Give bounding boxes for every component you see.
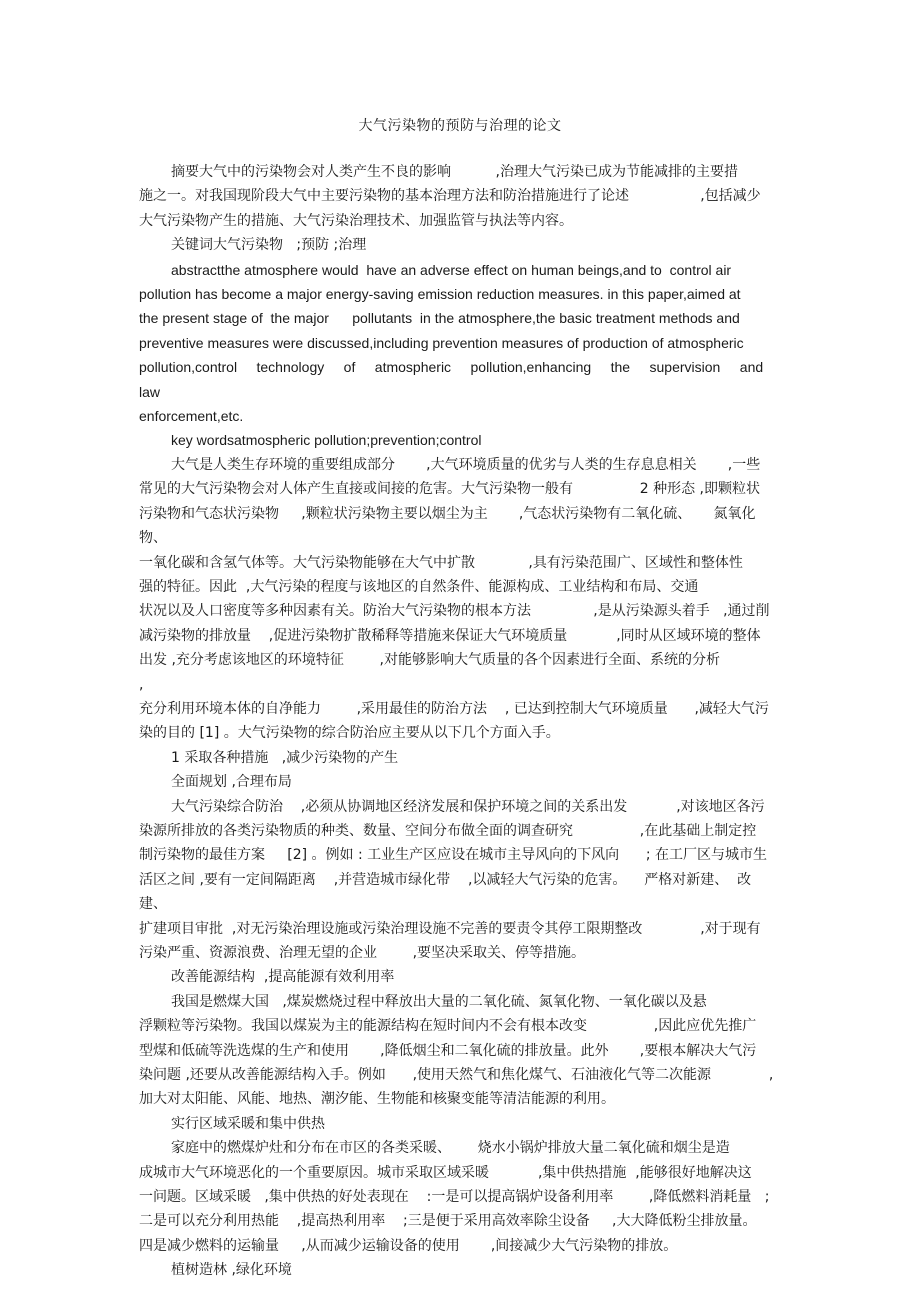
text-line: abstractthe atmosphere would have an adverse effect on human beings,and to control air [171, 261, 732, 278]
document-title: 大气污染物的预防与治理的论文 [358, 118, 562, 134]
text-line: 染的目的 [1] 。大气污染物的综合防治应主要从以下几个方面入手。 [139, 725, 560, 742]
text-line: 染源所排放的各类污染物质的种类、数量、空间分布做全面的调查研究 ,在此基础上制定控 [139, 822, 757, 839]
text-line: 家庭中的燃煤炉灶和分布在市区的各类采暖、 烧水小锅炉排放大量二氧化硫和烟尘是造 [171, 1140, 730, 1157]
text-line: 强的特征。因此 ,大气污染的程度与该地区的自然条件、能源构成、工业结构和布局、交通 [139, 578, 699, 595]
text-line: 充分利用环境本体的自净能力 ,采用最佳的防治方法 , 已达到控制大气环境质量 ,减轻大气污 [139, 700, 769, 717]
text-line: 加大对太阳能、风能、地热、潮汐能、生物能和核聚变能等清洁能源的利用。 [139, 1091, 615, 1108]
text-line: 减污染物的排放量 ,促进污染物扩散稀释等措施来保证大气环境质量 ,同时从区域环境的整体 [139, 627, 761, 644]
document-body [139, 160, 783, 1283]
text-line: 大气污染物产生的措施、大气污染治理技术、加强监管与执法等内容。 [139, 212, 573, 229]
text-line: 全面规划 ,合理布局 [171, 774, 292, 791]
text-line: 活区之间 ,要有一定间隔距离 ,并营造城市绿化带 ,以减轻大气污染的危害。 严格对新建、 改建、 [139, 871, 752, 913]
text-line: 出发 ,充分考虑该地区的环境特征 ,对能够影响大气质量的各个因素进行全面、系统的分析 , [139, 652, 783, 693]
text-line: 扩建项目审批 ,对无污染治理设施或污染治理设施不完善的要责令其停工限期整改 ,对于现有 [139, 920, 761, 937]
text-line: preventive measures were discussed,including prevention measures of production of atmospheric [139, 334, 744, 351]
text-line: 常见的大气污染物会对人体产生直接或间接的危害。大气污染物一般有 2 种形态 ,即颗粒状 [139, 481, 761, 498]
text-line: 污染严重、资源浪费、治理无望的企业 ,要坚决采取关、停等措施。 [139, 945, 586, 961]
text-line: 大气污染综合防治 ,必须从协调地区经济发展和保护环境之间的关系出发 ,对该地区各污 [171, 798, 765, 815]
text-line: pollution,control technology of atmospheric pollution,enhancing the supervision and law [139, 359, 783, 400]
text-line: 四是减少燃料的运输量 ,从而减少运输设备的使用 ,间接减少大气污染物的排放。 [139, 1237, 678, 1254]
text-line: 我国是燃煤大国 ,煤炭燃烧过程中释放出大量的二氧化硫、氮氧化物、一氧化碳以及悬 [171, 993, 707, 1010]
text-line: 施之一。对我国现阶段大气中主要污染物的基本治理方法和防治措施进行了论述 ,包括减少 [139, 188, 761, 205]
text-line: 染问题 ,还要从改善能源结构入手。例如 ,使用天然气和焦化煤气、石油液化气等二次能源 , [139, 1067, 774, 1084]
text-line: enforcement,etc. [139, 408, 244, 425]
text-line: 大气是人类生存环境的重要组成部分 ,大气环境质量的优劣与人类的生存息息相关 ,一些 [171, 456, 761, 473]
text-line: 二是可以充分利用热能 ,提高热利用率 ;三是便于采用高效率除尘设备 ,大大降低粉尘排放量。 [139, 1213, 757, 1230]
text-line: 关键词大气污染物 ;预防 ;治理 [171, 237, 367, 254]
text-line: 成城市大气环境恶化的一个重要原因。城市采取区域采暖 ,集中供热措施 ,能够很好地解决这 [139, 1164, 752, 1181]
text-line: 浮颗粒等污染物。我国以煤炭为主的能源结构在短时间内不会有根本改变 ,因此应优先推广 [139, 1018, 757, 1035]
text-line: the present stage of the major pollutants in the atmosphere,the basic treatment methods and [139, 310, 740, 327]
text-line: 实行区域采暖和集中供热 [171, 1115, 325, 1132]
text-line: 1 采取各种措施 ,减少污染物的产生 [171, 749, 399, 766]
text-line: 一氧化碳和含氢气体等。大气污染物能够在大气中扩散 ,具有污染范围广、区域性和整体性 [139, 554, 743, 571]
text-line: 植树造林 ,绿化环境 [171, 1262, 292, 1279]
text-line: 型煤和低硫等洗选煤的生产和使用 ,降低烟尘和二氧化硫的排放量。此外 ,要根本解决大气污 [139, 1042, 757, 1059]
text-line: 污染物和气态状污染物 ,颗粒状污染物主要以烟尘为主 ,气态状污染物有二氧化硫、 氮氧化物、 [139, 505, 756, 547]
text-line: 摘要大气中的污染物会对人类产生不良的影响 ,治理大气污染已成为节能减排的主要措 [171, 164, 738, 180]
text-line: key wordsatmospheric pollution;prevention;control [171, 432, 482, 449]
text-line: 状况以及人口密度等多种因素有关。防治大气污染物的根本方法 ,是从污染源头着手 ,通过削 [139, 603, 770, 620]
text-line: pollution has become a major energy-saving emission reduction measures. in this paper,aimed at [139, 286, 741, 303]
text-line: 改善能源结构 ,提高能源有效利用率 [171, 969, 395, 986]
text-line: 制污染物的最佳方案 [2] 。例如 : 工业生产区应设在城市主导风向的下风向 ; 在工厂区与城市生 [139, 847, 768, 864]
text-line: 一问题。区域采暖 ,集中供热的好处表现在 :一是可以提高锅炉设备利用率 ,降低燃料消耗量 ; [139, 1189, 770, 1206]
